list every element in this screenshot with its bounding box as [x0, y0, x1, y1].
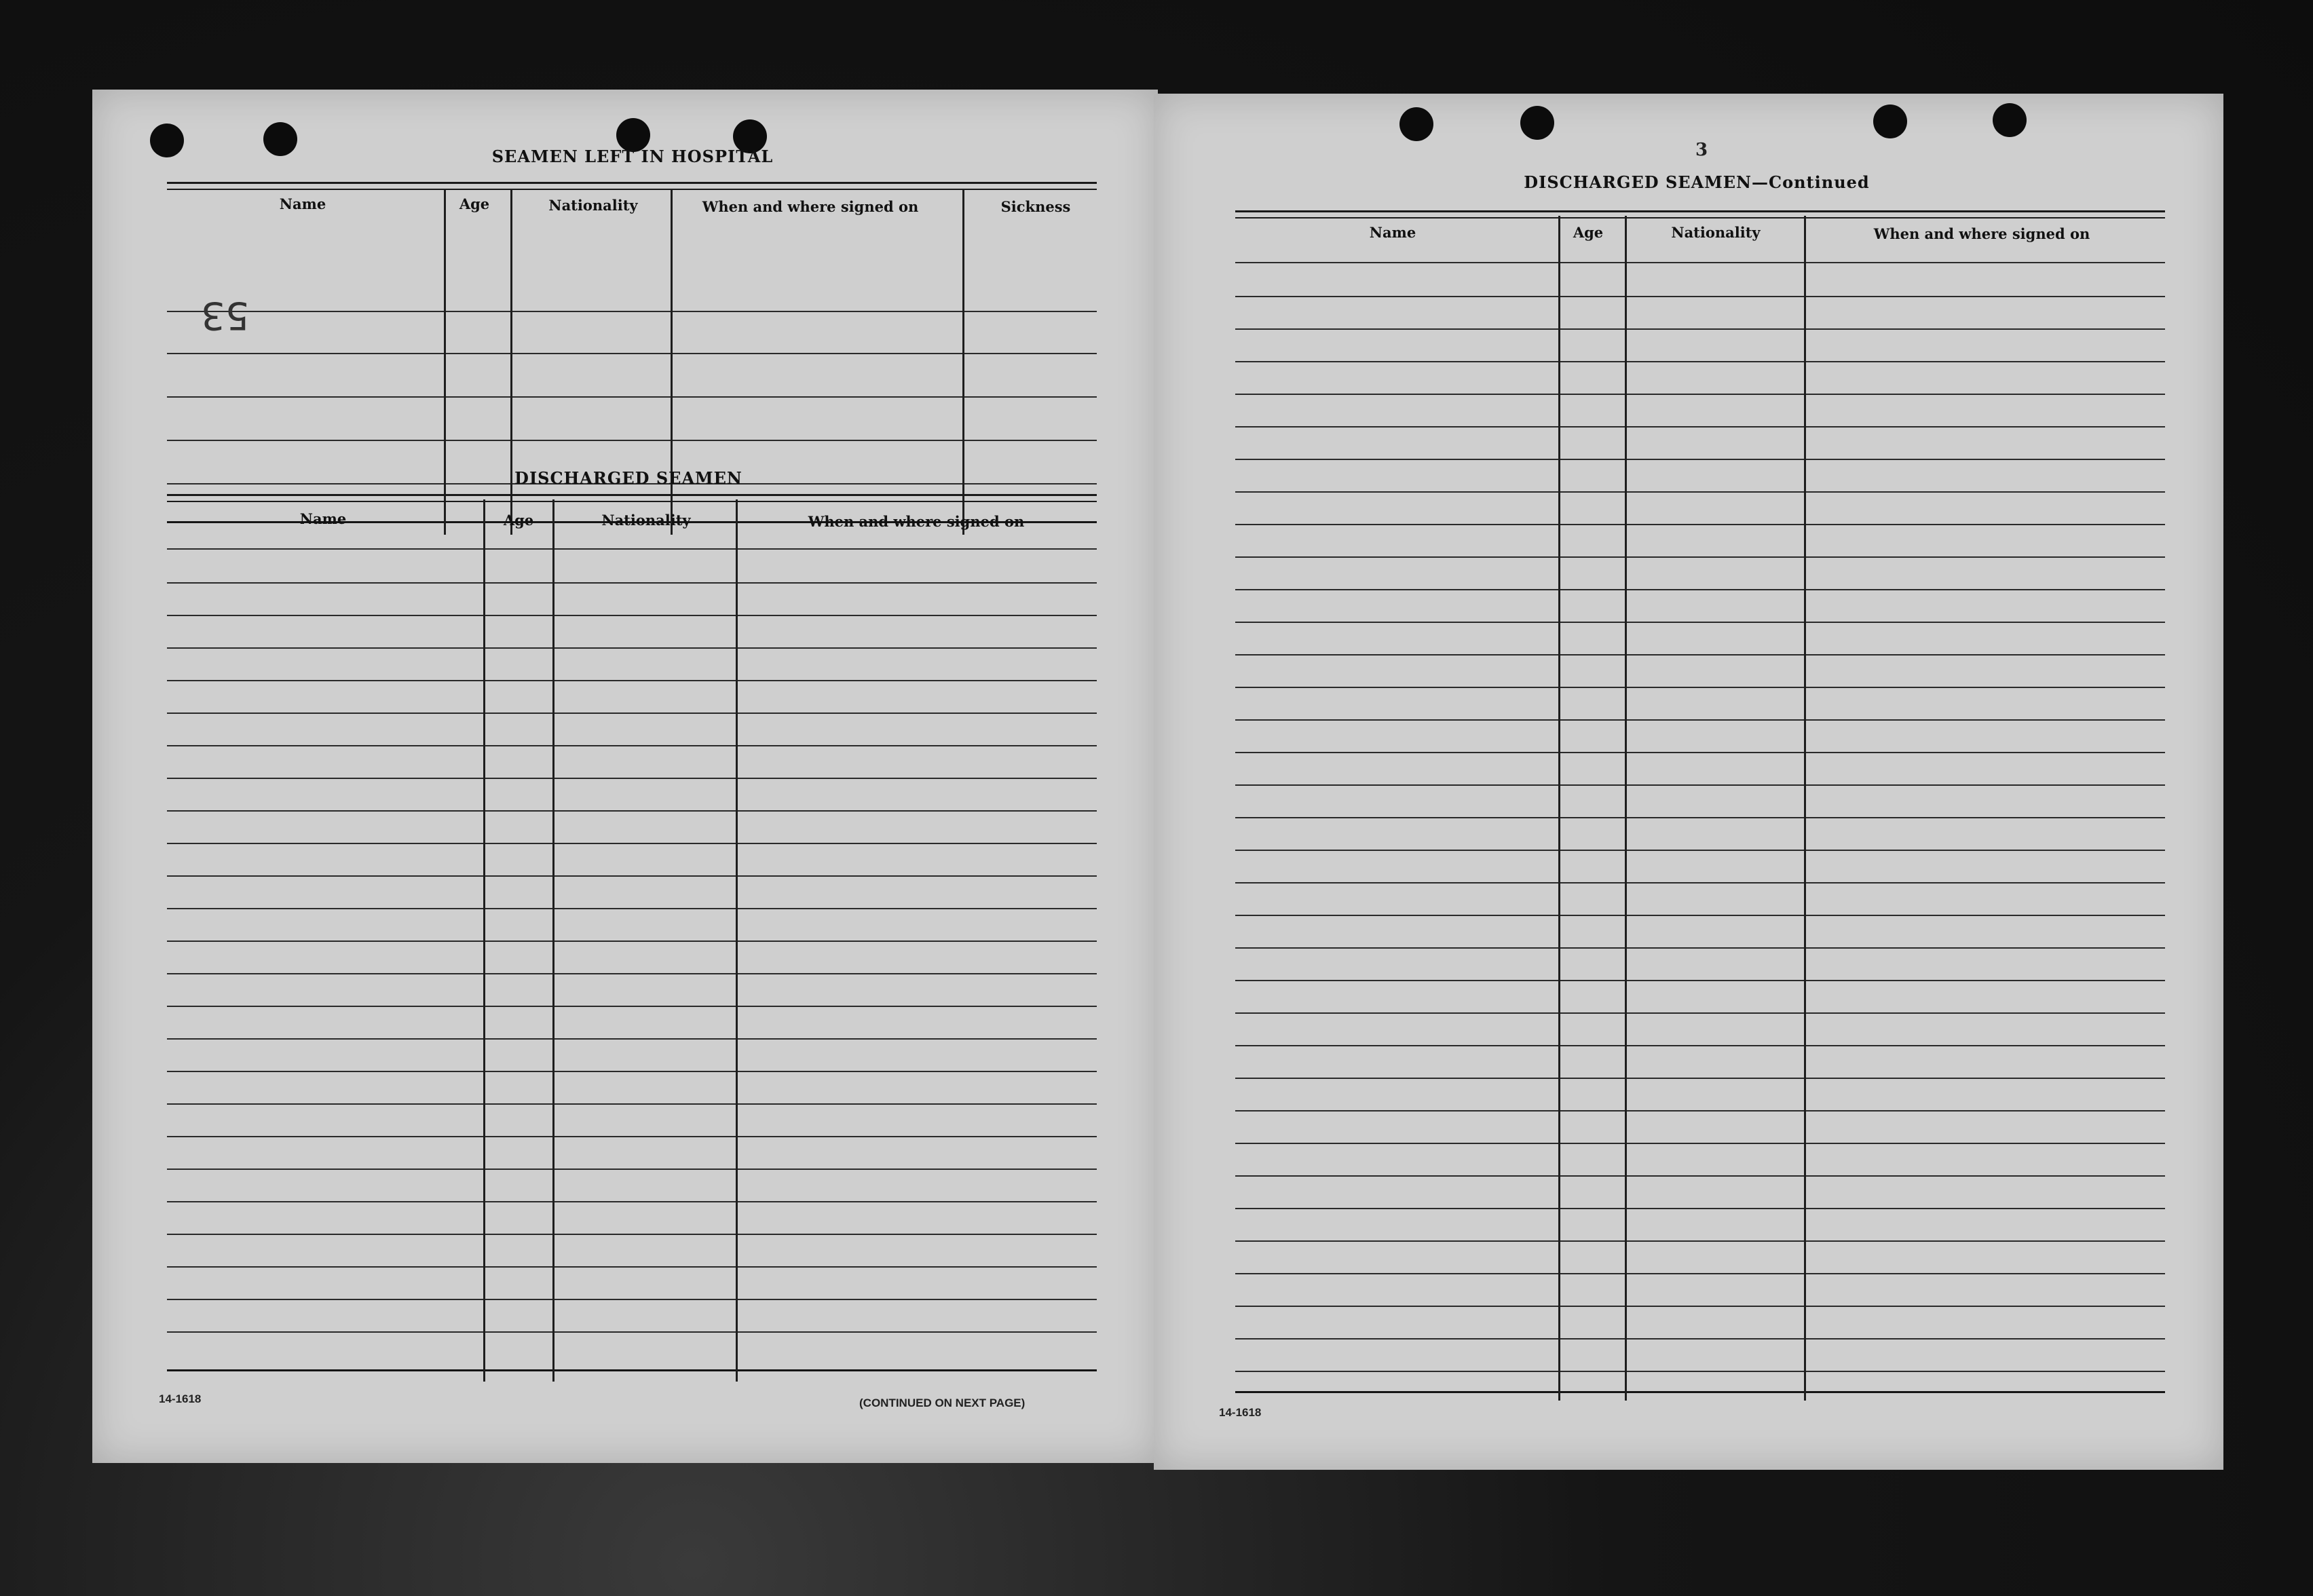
discharged-table: [167, 494, 1097, 1403]
row-rule: [167, 1168, 1097, 1170]
column-header-age: Age: [503, 512, 534, 529]
column-header-age: Age: [1573, 224, 1604, 241]
row-rule: [167, 973, 1097, 974]
column-divider: [510, 189, 512, 535]
row-rule: [1235, 1240, 2165, 1242]
row-rule: [167, 712, 1097, 714]
column-header-age: Age: [459, 195, 490, 212]
column-header-signed-on: When and where signed on: [808, 513, 1025, 530]
row-rule: [1235, 556, 2165, 558]
table-top-rule: [167, 494, 1097, 502]
row-rule: [1235, 980, 2165, 981]
row-rule: [167, 875, 1097, 877]
punch-hole: [1993, 103, 2027, 137]
row-rule: [167, 1038, 1097, 1040]
form-number: 14-1618: [159, 1392, 202, 1405]
row-rule: [1235, 459, 2165, 460]
row-rule: [1235, 1078, 2165, 1079]
row-rule: [1235, 1012, 2165, 1014]
row-rule: [1235, 328, 2165, 330]
row-rule: [1235, 784, 2165, 786]
row-rule: [1235, 1306, 2165, 1307]
row-rule: [167, 353, 1097, 354]
row-rule: [1235, 394, 2165, 395]
page-number: 3: [1695, 140, 1708, 160]
row-rule: [167, 1103, 1097, 1105]
row-rule: [1235, 850, 2165, 851]
punch-hole: [1520, 106, 1554, 140]
table-bottom-rule: [167, 1369, 1097, 1371]
discharged-continued-table: [1235, 210, 2165, 1418]
row-rule: [1235, 1143, 2165, 1144]
form-number: 14-1618: [1219, 1406, 1262, 1419]
row-rule: [167, 1136, 1097, 1137]
column-divider: [1625, 216, 1627, 1401]
header-rule: [1235, 262, 2165, 263]
column-header-name: Name: [299, 510, 347, 527]
table-top-rule: [167, 182, 1097, 190]
row-rule: [167, 1071, 1097, 1072]
column-header-signed-on: When and where signed on: [1873, 225, 2090, 242]
row-rule: [1235, 719, 2165, 721]
continued-note: (CONTINUED ON NEXT PAGE): [859, 1396, 1026, 1409]
row-rule: [167, 440, 1097, 441]
row-rule: [1235, 491, 2165, 493]
row-rule: [1235, 817, 2165, 818]
row-rule: [167, 680, 1097, 681]
hospital-section-title: SEAMEN LEFT IN HOSPITAL: [491, 147, 774, 166]
row-rule: [1235, 752, 2165, 753]
row-rule: [1235, 622, 2165, 623]
column-header-nationality: Nationality: [1671, 224, 1761, 241]
row-rule: [167, 615, 1097, 616]
row-rule: [167, 647, 1097, 649]
row-rule: [1235, 1273, 2165, 1274]
column-divider: [552, 499, 554, 1382]
header-rule: [167, 548, 1097, 550]
row-rule: [1235, 654, 2165, 656]
row-rule: [1235, 1371, 2165, 1372]
row-rule: [167, 1266, 1097, 1268]
row-rule: [167, 745, 1097, 746]
column-header-signed-on: When and where signed on: [702, 198, 919, 215]
row-rule: [167, 940, 1097, 942]
row-rule: [1235, 296, 2165, 297]
column-divider: [483, 499, 485, 1382]
column-header-nationality: Nationality: [601, 512, 691, 529]
row-rule: [167, 1299, 1097, 1300]
column-divider: [1558, 216, 1560, 1401]
discharged-section-title: DISCHARGED SEAMEN: [514, 468, 742, 488]
row-rule: [167, 908, 1097, 909]
row-rule: [1235, 882, 2165, 884]
row-rule: [167, 1234, 1097, 1235]
row-rule: [167, 843, 1097, 844]
punch-hole: [263, 122, 297, 156]
left-page: [92, 90, 1158, 1463]
row-rule: [1235, 1208, 2165, 1209]
row-rule: [1235, 1045, 2165, 1046]
handwritten-number: 53: [201, 293, 250, 337]
row-rule: [1235, 361, 2165, 362]
right-page: [1154, 94, 2223, 1470]
punch-hole: [1873, 104, 1907, 138]
row-rule: [167, 810, 1097, 812]
row-rule: [1235, 426, 2165, 428]
column-header-nationality: Nationality: [548, 197, 638, 214]
row-rule: [167, 396, 1097, 398]
row-rule: [1235, 1338, 2165, 1340]
row-rule: [1235, 1110, 2165, 1112]
column-divider: [962, 189, 964, 535]
header-rule: [167, 311, 1097, 312]
discharged-continued-title: DISCHARGED SEAMEN—Continued: [1524, 172, 1870, 192]
punch-hole: [1399, 107, 1433, 141]
column-divider: [736, 499, 738, 1382]
row-rule: [1235, 1175, 2165, 1177]
row-rule: [167, 778, 1097, 779]
column-divider: [1804, 216, 1806, 1401]
punch-hole: [150, 124, 184, 157]
table-bottom-rule: [1235, 1391, 2165, 1393]
column-header-sickness: Sickness: [1000, 198, 1071, 215]
column-header-name: Name: [279, 195, 326, 212]
table-top-rule: [1235, 210, 2165, 218]
row-rule: [1235, 947, 2165, 949]
row-rule: [167, 1331, 1097, 1333]
row-rule: [167, 582, 1097, 584]
column-divider: [444, 189, 446, 535]
row-rule: [1235, 524, 2165, 525]
row-rule: [1235, 589, 2165, 590]
row-rule: [167, 1201, 1097, 1202]
column-header-name: Name: [1369, 224, 1416, 241]
row-rule: [1235, 915, 2165, 916]
row-rule: [167, 1006, 1097, 1007]
row-rule: [1235, 687, 2165, 688]
